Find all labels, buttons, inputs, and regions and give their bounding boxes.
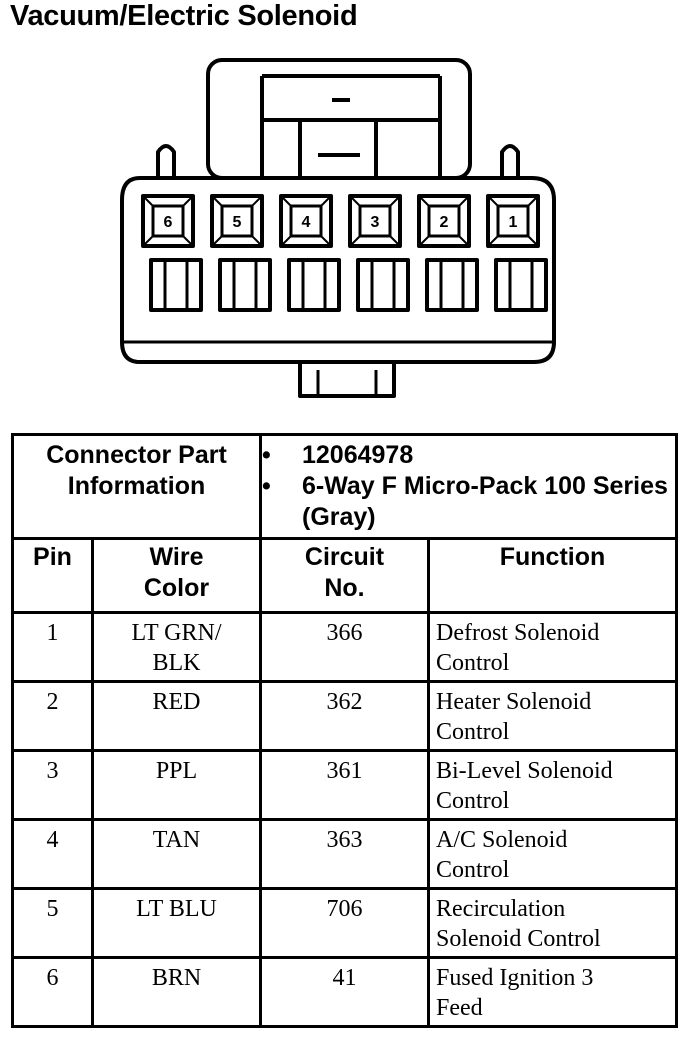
table-row (13, 613, 677, 682)
wire-color-cell: RED (93, 682, 261, 751)
pin-label-1: 1 (508, 214, 518, 231)
function-cell: A/C Solenoid Control (429, 820, 677, 889)
pin-slot-1 (496, 260, 546, 310)
pin-slot-3 (358, 260, 408, 310)
circuit-cell: 706 (261, 889, 429, 958)
pin-slot-5 (220, 260, 270, 310)
table-row (13, 820, 677, 889)
pin-label-3: 3 (370, 214, 380, 231)
function-cell: Defrost Solenoid Control (429, 613, 677, 682)
pin-cavity-5 (212, 196, 262, 246)
wire-color-cell: PPL (93, 751, 261, 820)
pin-label-5: 5 (232, 214, 242, 231)
bullet-icon: • (262, 441, 271, 469)
circuit-cell: 41 (261, 958, 429, 1027)
pin-label-6: 6 (163, 214, 173, 231)
info-label-line1: Connector Part (46, 441, 227, 469)
pin-cavity-1 (488, 196, 538, 246)
pin-cell: 4 (13, 820, 93, 889)
pin-label-2: 2 (439, 214, 449, 231)
circuit-cell: 363 (261, 820, 429, 889)
header-function: Function (429, 539, 677, 613)
pin-cavity-6 (143, 196, 193, 246)
pin-cell: 2 (13, 682, 93, 751)
wire-color-cell: LT BLU (93, 889, 261, 958)
pin-cavities (143, 196, 538, 246)
function-cell: Recirculation Solenoid Control (429, 889, 677, 958)
pin-cell: 6 (13, 958, 93, 1027)
pin-label-4: 4 (301, 214, 311, 231)
wire-color-cell: TAN (93, 820, 261, 889)
pin-cell: 5 (13, 889, 93, 958)
wire-color-cell: LT GRN/ BLK (93, 613, 261, 682)
connector-latch (208, 60, 470, 178)
function-cell: Heater Solenoid Control (429, 682, 677, 751)
connector-type: • 6-Way F Micro-Pack 100 Series (Gray) (262, 472, 668, 531)
table-row (13, 751, 677, 820)
connector-part-info-values (261, 435, 677, 539)
header-pin: Pin (13, 539, 93, 613)
function-cell: Fused Ignition 3 Feed (429, 958, 677, 1027)
header-wire-color: Wire Color (93, 539, 261, 613)
connector-part-info-label (13, 435, 261, 539)
connector-info-table (11, 433, 678, 1028)
pin-cavity-4 (281, 196, 331, 246)
page-title: Vacuum/Electric Solenoid (10, 0, 358, 32)
connector-diagram (0, 0, 688, 430)
header-circuit-no: Circuit No. (261, 539, 429, 613)
function-cell: Bi-Level Solenoid Control (429, 751, 677, 820)
pin-slot-2 (427, 260, 477, 310)
table-row (13, 889, 677, 958)
connector-bottom-tab (300, 362, 394, 396)
table-row (13, 958, 677, 1027)
pin-slot-6 (151, 260, 201, 310)
part-number: • 12064978 (262, 441, 414, 469)
pin-cell: 1 (13, 613, 93, 682)
bullet-icon: • (262, 472, 271, 500)
circuit-cell: 361 (261, 751, 429, 820)
connector-right-post (502, 146, 518, 180)
pin-cavity-3 (350, 196, 400, 246)
pin-slot-4 (289, 260, 339, 310)
pin-cell: 3 (13, 751, 93, 820)
circuit-cell: 362 (261, 682, 429, 751)
pin-slots (151, 260, 546, 310)
pin-cavity-2 (419, 196, 469, 246)
table-row (13, 682, 677, 751)
circuit-cell: 366 (261, 613, 429, 682)
info-label-line2: Information (67, 472, 206, 500)
wire-color-cell: BRN (93, 958, 261, 1027)
table-header-row (13, 539, 677, 613)
connector-left-post (158, 146, 174, 180)
